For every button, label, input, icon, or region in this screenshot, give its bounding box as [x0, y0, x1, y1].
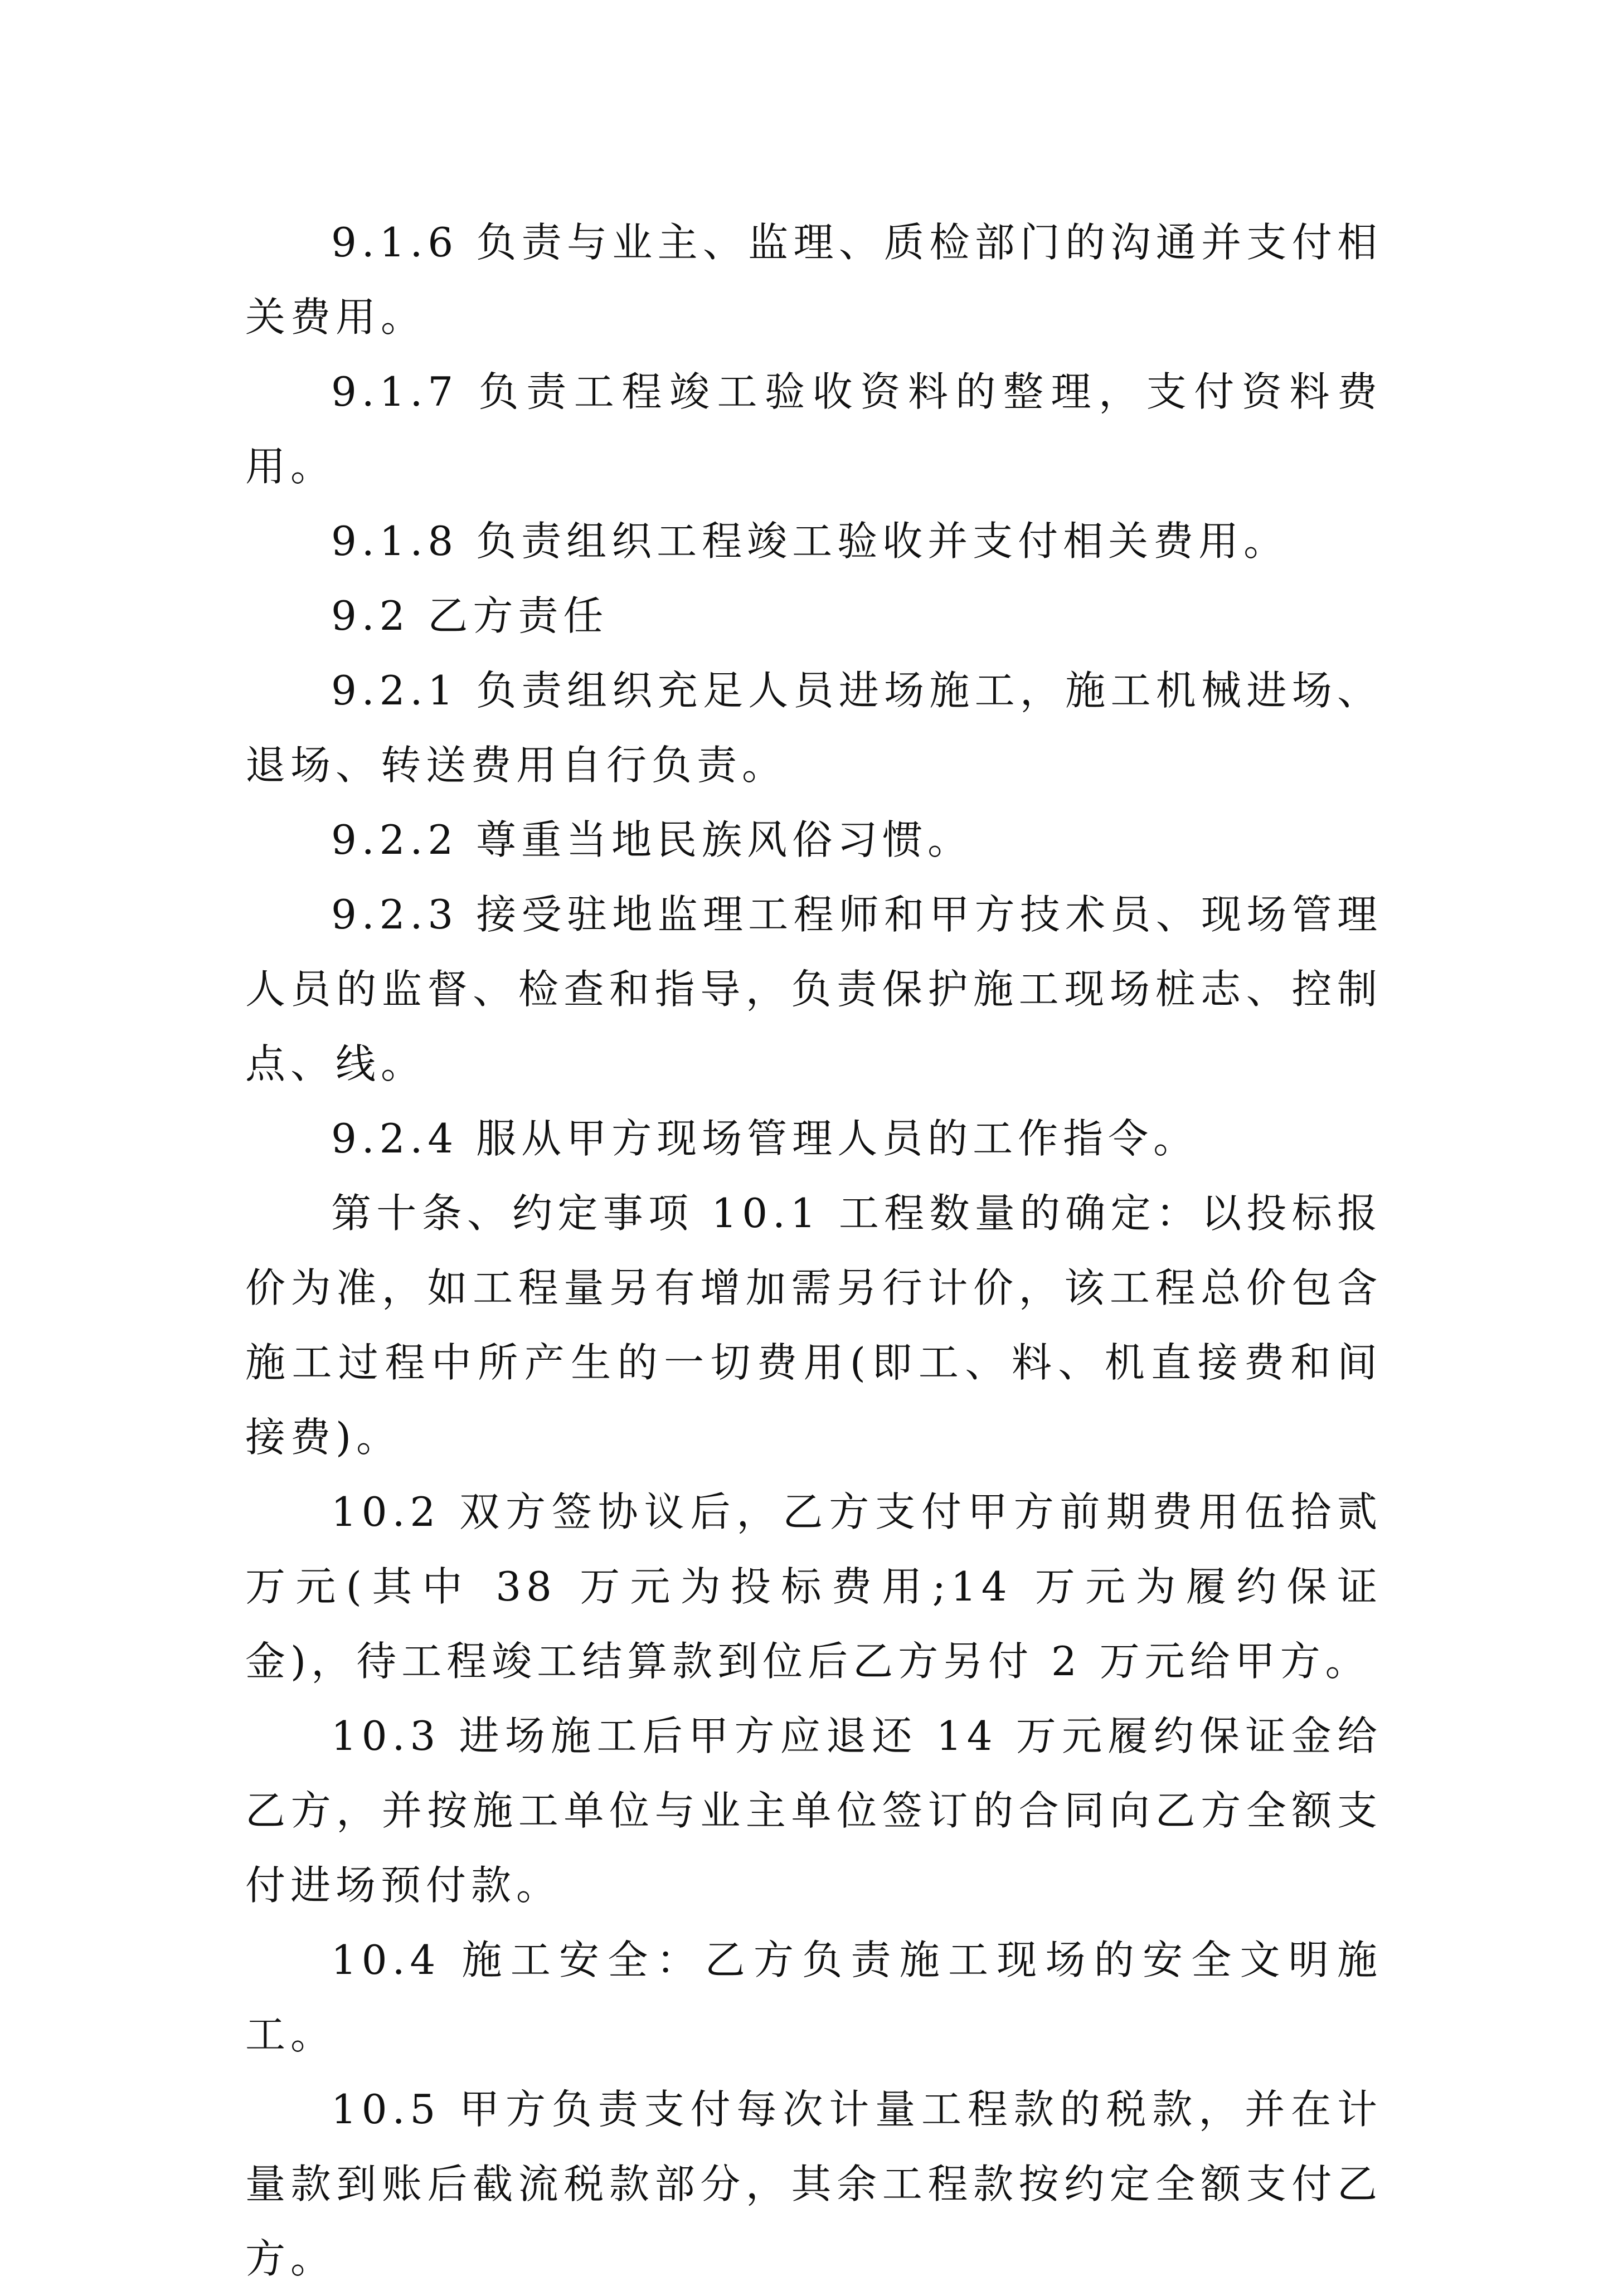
section-heading-9-2: 9.2 乙方责任 [331, 592, 609, 639]
paragraph-10-2: 10.2 双方签协议后，乙方支付甲方前期费用伍拾贰万元(其中 38 万元为投标费用;14 万元为履约保证金)，待工程竣工结算款到位后乙方另付 2 万元给甲方。 [245, 1488, 1382, 1685]
paragraph-9-1-7: 9.1.7 负责工程竣工验收资料的整理，支付资料费用。 [245, 368, 1382, 490]
paragraph-10-4: 10.4 施工安全：乙方负责施工现场的安全文明施工。 [245, 1937, 1382, 2058]
paragraph-9-2-2: 9.2.2 尊重当地民族风俗习惯。 [331, 816, 973, 863]
paragraph-9-2-4: 9.2.4 服从甲方现场管理人员的工作指令。 [331, 1115, 1199, 1162]
paragraph-9-1-6: 9.1.6 负责与业主、监理、质检部门的沟通并支付相关费用。 [245, 219, 1382, 340]
paragraph-9-2-1: 9.2.1 负责组织充足人员进场施工，施工机械进场、退场、转送费用自行负责。 [245, 667, 1382, 789]
paragraph-10-3: 10.3 进场施工后甲方应退还 14 万元履约保证金给乙方，并按施工单位与业主单位签订的合同向乙方全额支付进场预付款。 [245, 1713, 1382, 1909]
paragraph-9-2-3: 9.2.3 接受驻地监理工程师和甲方技术员、现场管理人员的监督、检查和指导，负责保护施工现场桩志、控制点、线。 [245, 891, 1382, 1087]
document-body [245, 205, 1382, 2296]
paragraph-9-1-8: 9.1.8 负责组织工程竣工验收并支付相关费用。 [331, 518, 1289, 565]
paragraph-article-10-1: 第十条、约定事项 10.1 工程数量的确定：以投标报价为准，如工程量另有增加需另行计价，该工程总价包含施工过程中所产生的一切费用(即工、料、机直接费和间接费)。 [245, 1190, 1382, 1461]
paragraph-10-5: 10.5 甲方负责支付每次计量工程款的税款，并在计量款到账后截流税款部分，其余工程款按约定全额支付乙方。 [245, 2086, 1382, 2282]
